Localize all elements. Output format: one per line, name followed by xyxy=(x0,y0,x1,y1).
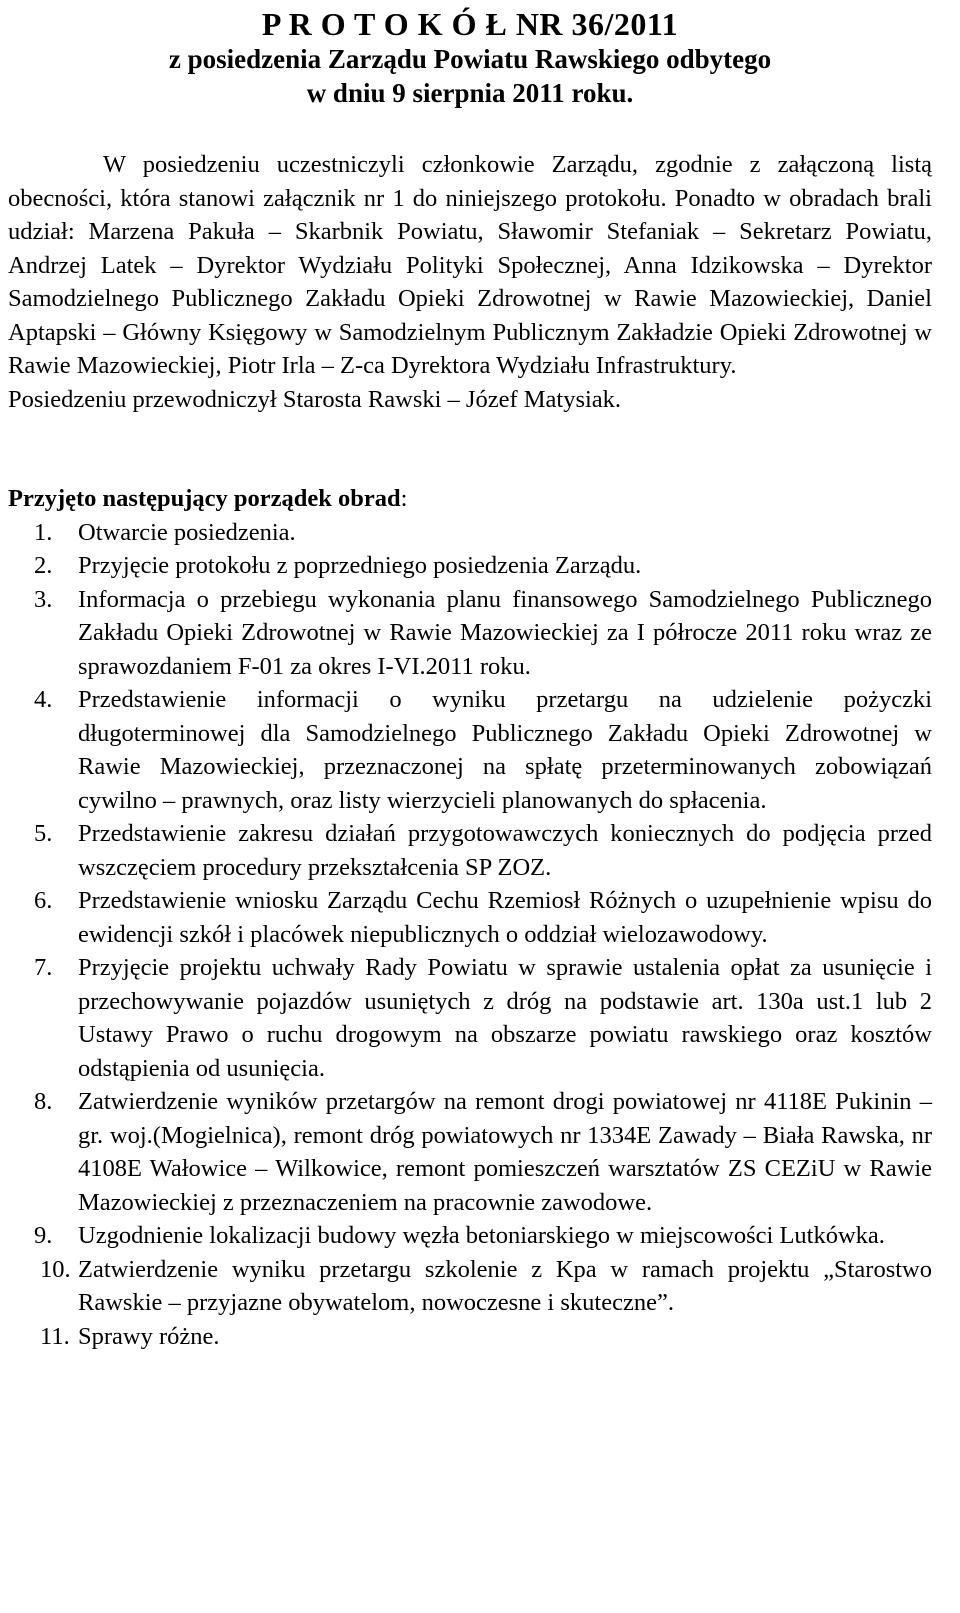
agenda-heading xyxy=(8,482,932,516)
agenda-item-text: Przedstawienie informacji o wyniku przetargu na udzielenie pożyczki długoterminowej dla Samodzielnego Publicznego Zakładu Opieki Zdrowotnej w Rawie Mazowieckiej, przeznaczonej na spłatę przeterminowanych zobowiązań cywilno – prawnych, oraz listy wierzycieli planowanych do spłacenia. xyxy=(78,686,932,814)
agenda-item-text: Otwarcie posiedzenia. xyxy=(78,518,296,546)
meeting-date: w dniu 9 sierpnia 2011 roku. xyxy=(306,78,634,108)
protocol-title xyxy=(8,0,932,110)
chair-paragraph: Posiedzeniu przewodniczył Starosta Rawski – Józef Matysiak. xyxy=(8,385,622,413)
agenda-item-text: Zatwierdzenie wyników przetargów na remont drogi powiatowej nr 4118E Pukinin – gr. woj.(Mogielnica), remont dróg powiatowych nr 1334E Zawady – Biała Rawska, nr 4108E Wałowice – Wilkowice, remont pomieszczeń warsztatów ZS CEZiU w Rawie Mazowieckiej z przeznaczeniem na pracownie zawodowe. xyxy=(78,1088,932,1216)
agenda-item xyxy=(8,683,932,817)
agenda-item-number: 10. xyxy=(40,1255,71,1283)
agenda-item xyxy=(8,516,932,550)
agenda-item xyxy=(8,951,932,1085)
agenda-item-text: Sprawy różne. xyxy=(78,1322,220,1350)
agenda-item-number: 9. xyxy=(34,1222,53,1249)
agenda-item xyxy=(8,817,932,884)
agenda-item-text: Przedstawienie zakresu działań przygotowawczych koniecznych do podjęcia przed wszczęciem procedury przekształcenia SP ZOZ. xyxy=(78,820,932,881)
agenda-heading-colon: : xyxy=(400,485,408,512)
agenda-item xyxy=(8,1219,932,1253)
agenda-item-number: 11. xyxy=(40,1322,70,1350)
agenda-item xyxy=(8,884,932,951)
agenda-item-text: Uzgodnienie lokalizacji budowy węzła betoniarskiego w miejscowości Lutkówka. xyxy=(78,1222,885,1249)
agenda-item-text: Zatwierdzenie wyniku przetargu szkolenie z Kpa w ramach projektu „Starostwo Rawskie – przyjazne obywatelom, nowoczesne i skuteczne”. xyxy=(78,1255,932,1316)
agenda-item-number: 2. xyxy=(34,552,53,579)
protocol-number: P R O T O K Ó Ł NR 36/2011 xyxy=(261,6,679,42)
agenda-item-text: Informacja o przebiegu wykonania planu finansowego Samodzielnego Publicznego Zakładu Opieki Zdrowotnej w Rawie Mazowieckiej za I półrocze 2011 roku wraz ze sprawozdaniem F-01 za okres I-VI.2011 roku. xyxy=(78,585,932,680)
agenda-item xyxy=(8,583,932,684)
agenda-item xyxy=(8,1085,932,1219)
agenda-list xyxy=(8,516,932,1354)
meeting-subject: z posiedzenia Zarządu Powiatu Rawskiego odbytego xyxy=(168,44,772,74)
attendance-paragraph: W posiedzeniu uczestniczyli członkowie Zarządu, zgodnie z załączoną listą obecności, która stanowi załącznik nr 1 do niniejszego protokołu. Ponadto w obradach brali udział: Marzena Pakuła – Skarbnik Powiatu, Sławomir Stefaniak – Sekretarz Powiatu, Andrzej Latek – Dyrektor Wydziału Polityki Społecznej, Anna Idzikowska – Dyrektor Samodzielnego Publicznego Zakładu Opieki Zdrowotnej w Rawie Mazowieckiej, Daniel Aptapski – Główny Księgowy w Samodzielnym Publicznym Zakładzie Opieki Zdrowotnej w Rawie Mazowieckiej, Piotr Irla – Z-ca Dyrektora Wydziału Infrastruktury. xyxy=(8,151,932,379)
agenda-item-number: 8. xyxy=(34,1088,53,1115)
agenda-item-number: 7. xyxy=(34,954,53,981)
agenda-item xyxy=(8,1320,932,1354)
agenda-item xyxy=(8,1253,932,1320)
agenda-item-number: 3. xyxy=(34,585,53,613)
agenda-item-number: 4. xyxy=(34,686,53,713)
agenda-item-number: 5. xyxy=(34,820,53,847)
agenda-heading-text: Przyjęto następujący porządek obrad xyxy=(8,485,401,512)
agenda-item xyxy=(8,549,932,583)
agenda-item-number: 1. xyxy=(34,518,53,546)
agenda-item-number: 6. xyxy=(34,887,53,914)
agenda-item-text: Przyjęcie protokołu z poprzedniego posiedzenia Zarządu. xyxy=(78,552,642,579)
agenda-item-text: Przedstawienie wniosku Zarządu Cechu Rzemiosł Różnych o uzupełnienie wpisu do ewidencji szkół i placówek niepublicznych o oddział wielozawodowy. xyxy=(78,887,932,948)
agenda-item-text: Przyjęcie projektu uchwały Rady Powiatu w sprawie ustalenia opłat za usunięcie i przechowywanie pojazdów usuniętych z dróg na podstawie art. 130a ust.1 lub 2 Ustawy Prawo o ruchu drogowym na obszarze powiatu rawskiego oraz kosztów odstąpienia od usunięcia. xyxy=(78,954,932,1082)
